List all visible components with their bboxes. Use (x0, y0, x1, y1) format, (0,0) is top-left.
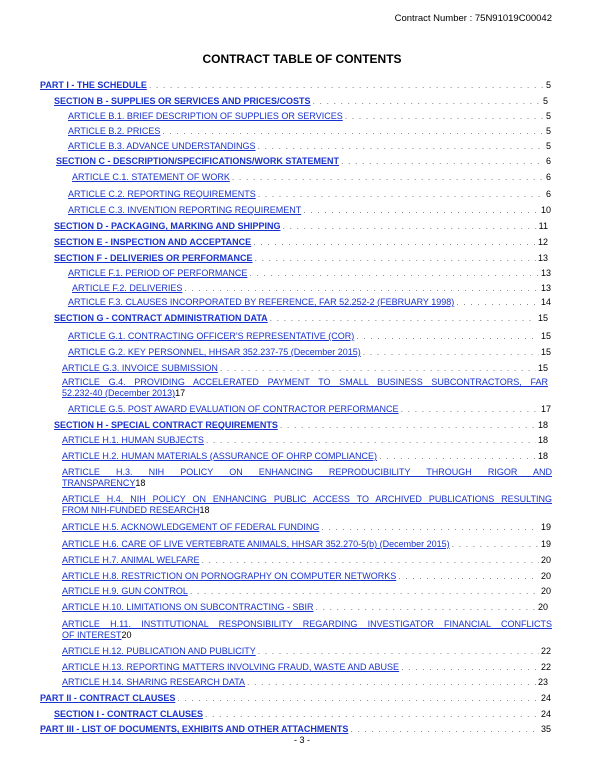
toc-entry-article-h4[interactable] (0, 494, 604, 516)
toc-page-number: 17 (175, 388, 186, 398)
toc-entry-article-g1[interactable] (0, 331, 604, 342)
toc-link-continuation[interactable]: FROM NIH-FUNDED RESEARCH (62, 505, 200, 515)
toc-page-number: 15 (540, 331, 551, 341)
toc-page-number: 13 (537, 253, 548, 263)
toc-entry-article-h14[interactable] (0, 677, 604, 688)
toc-page-number: 5 (542, 96, 548, 106)
toc-link[interactable]: ARTICLE C.2. REPORTING REQUIREMENTS (68, 189, 256, 199)
toc-page-number: 20 (540, 555, 551, 565)
toc-page-number: 15 (540, 347, 551, 357)
toc-page-number: 12 (537, 237, 548, 247)
toc-link[interactable]: ARTICLE H.12. PUBLICATION AND PUBLICITY (62, 646, 256, 656)
toc-page-number: 19 (540, 522, 551, 532)
toc-entry-article-h5[interactable] (0, 522, 604, 533)
toc-link[interactable]: ARTICLE F.3. CLAUSES INCORPORATED BY REFERENCE, FAR 52.252-2 (FEBRUARY 1998) (68, 297, 455, 307)
toc-entry-section-f[interactable] (0, 253, 604, 264)
toc-page-number: 6 (545, 156, 551, 166)
toc-entry-article-h7[interactable] (0, 555, 604, 566)
toc-link[interactable]: ARTICLE B.1. BRIEF DESCRIPTION OF SUPPLIES OR SERVICES (68, 111, 343, 121)
toc-entry-article-h6[interactable] (0, 539, 604, 550)
toc-link[interactable]: ARTICLE H.9. GUN CONTROL (62, 586, 188, 596)
toc-page-number: 20 (537, 602, 548, 612)
toc-link-continuation[interactable]: TRANSPARENCY (62, 478, 136, 488)
toc-link[interactable]: ARTICLE H.13. REPORTING MATTERS INVOLVING FRAUD, WASTE AND ABUSE (62, 662, 400, 672)
toc-page-number: 11 (538, 221, 548, 231)
toc-entry-section-c[interactable] (0, 156, 604, 167)
toc-entry-article-h10[interactable] (0, 602, 604, 613)
toc-page-number: 18 (135, 478, 146, 488)
toc-link[interactable]: ARTICLE F.2. DELIVERIES (72, 283, 183, 293)
toc-link[interactable]: ARTICLE G.4. PROVIDING ACCELERATED PAYMENT TO SMALL BUSINESS SUBCONTRACTORS, FAR (62, 377, 548, 387)
toc-link[interactable]: SECTION I - CONTRACT CLAUSES (54, 709, 204, 719)
toc-entry-section-e[interactable] (0, 237, 604, 248)
toc-entry-part-i[interactable] (0, 80, 604, 91)
toc-page-number: 13 (540, 283, 551, 293)
toc-entry-article-c3[interactable] (0, 205, 604, 216)
toc-link[interactable]: ARTICLE H.11. INSTITUTIONAL RESPONSIBILITY REGARDING INVESTIGATOR FINANCIAL CONFLICTS (62, 619, 552, 629)
toc-entry-article-h1[interactable] (0, 435, 604, 446)
toc-page-number: 18 (537, 435, 548, 445)
toc-link[interactable]: ARTICLE H.3. NIH POLICY ON ENHANCING REPRODUCIBILITY THROUGH RIGOR AND (62, 467, 552, 477)
toc-link[interactable]: ARTICLE G.2. KEY PERSONNEL, HHSAR 352.237-75 (December 2015) (68, 347, 361, 357)
toc-entry-article-h3[interactable] (0, 467, 604, 489)
page-number: - 3 - (293, 735, 310, 745)
toc-entry-article-h9[interactable] (0, 586, 604, 597)
toc-entry-article-f1[interactable] (0, 268, 604, 279)
toc-link[interactable]: ARTICLE H.2. HUMAN MATERIALS (ASSURANCE OF OHRP COMPLIANCE) (62, 451, 378, 461)
toc-link[interactable]: ARTICLE H.10. LIMITATIONS ON SUBCONTRACTING - SBIR (62, 602, 314, 612)
toc-page-number: 6 (545, 172, 551, 182)
toc-link[interactable]: ARTICLE F.1. PERIOD OF PERFORMANCE (68, 268, 248, 278)
contract-number: Contract Number : 75N91019C00042 (394, 13, 552, 24)
toc-link[interactable]: ARTICLE C.3. INVENTION REPORTING REQUIREMENT (68, 205, 302, 215)
toc-link[interactable]: PART I - THE SCHEDULE (40, 80, 147, 90)
toc-page-number: 5 (545, 80, 551, 90)
toc-page-number: 35 (540, 724, 551, 734)
toc-entry-article-h11[interactable] (0, 619, 604, 641)
toc-page-number: 6 (545, 189, 551, 199)
toc-entry-article-f3[interactable] (0, 297, 604, 308)
toc-entry-article-b2[interactable] (0, 126, 604, 137)
toc-page-number: 5 (545, 111, 551, 121)
toc-link[interactable]: SECTION G - CONTRACT ADMINISTRATION DATA (54, 313, 268, 323)
toc-page-number: 13 (540, 268, 551, 278)
toc-page-number: 15 (537, 363, 548, 373)
toc-entry-article-b1[interactable] (0, 111, 604, 122)
toc-entry-section-d[interactable] (0, 221, 604, 232)
toc-link[interactable]: SECTION B - SUPPLIES OR SERVICES AND PRICES/COSTS (54, 96, 311, 106)
toc-link-continuation[interactable]: OF INTEREST (62, 630, 122, 640)
toc-page-number: 5 (545, 126, 551, 136)
toc-entry-article-g4[interactable] (0, 377, 604, 399)
toc-link[interactable]: SECTION F - DELIVERIES OR PERFORMANCE (54, 253, 253, 263)
toc-link[interactable]: ARTICLE B.2. PRICES (68, 126, 161, 136)
toc-entry-article-f2[interactable] (0, 283, 604, 294)
toc-page-number: 18 (537, 451, 548, 461)
toc-entry-part-iii[interactable] (0, 724, 604, 735)
toc-entry-section-g[interactable] (0, 313, 604, 324)
toc-link[interactable]: ARTICLE C.1. STATEMENT OF WORK (72, 172, 230, 182)
toc-page-number: 20 (540, 586, 551, 596)
toc-link[interactable]: ARTICLE H.4. NIH POLICY ON ENHANCING PUBLIC ACCESS TO ARCHIVED PUBLICATIONS RESULTING (62, 494, 552, 504)
toc-entry-article-g5[interactable] (0, 404, 604, 415)
toc-link[interactable]: PART III - LIST OF DOCUMENTS, EXHIBITS AND OTHER ATTACHMENTS (40, 724, 349, 734)
toc-link[interactable]: SECTION C - DESCRIPTION/SPECIFICATIONS/WORK STATEMENT (56, 156, 340, 166)
toc-link[interactable]: ARTICLE H.5. ACKNOWLEDGEMENT OF FEDERAL FUNDING (62, 522, 320, 532)
toc-title: CONTRACT TABLE OF CONTENTS (202, 52, 402, 66)
toc-page-number: 20 (121, 630, 132, 640)
toc-link[interactable]: ARTICLE B.3. ADVANCE UNDERSTANDINGS (68, 141, 256, 151)
toc-link[interactable]: ARTICLE G.5. POST AWARD EVALUATION OF CONTRACTOR PERFORMANCE (68, 404, 399, 414)
toc-page-number: 23 (537, 677, 548, 687)
toc-link-continuation[interactable]: 52.232-40 (December 2013) (62, 388, 176, 398)
toc-entry-article-h12[interactable] (0, 646, 604, 657)
toc-entry-article-c2[interactable] (0, 189, 604, 200)
toc-entry-article-h8[interactable] (0, 571, 604, 582)
toc-link[interactable]: ARTICLE H.14. SHARING RESEARCH DATA (62, 677, 246, 687)
toc-link[interactable]: ARTICLE H.8. RESTRICTION ON PORNOGRAPHY ON COMPUTER NETWORKS (62, 571, 397, 581)
toc-entry-part-ii[interactable] (0, 693, 604, 704)
toc-link[interactable]: PART II - CONTRACT CLAUSES (40, 693, 176, 703)
toc-link[interactable]: ARTICLE H.7. ANIMAL WELFARE (62, 555, 200, 565)
toc-entry-article-b3[interactable] (0, 141, 604, 152)
toc-link[interactable]: ARTICLE H.1. HUMAN SUBJECTS (62, 435, 204, 445)
toc-entry-section-b[interactable] (0, 96, 604, 107)
toc-link[interactable]: SECTION E - INSPECTION AND ACCEPTANCE (54, 237, 252, 247)
toc-link[interactable]: SECTION H - SPECIAL CONTRACT REQUIREMENTS (54, 420, 278, 430)
toc-page-number: 22 (540, 662, 551, 672)
toc-link[interactable]: ARTICLE G.1. CONTRACTING OFFICER'S REPRESENTATIVE (COR) (68, 331, 355, 341)
toc-page-number: 15 (537, 313, 548, 323)
toc-entry-section-h[interactable] (0, 420, 604, 431)
toc-entry-article-g3[interactable] (0, 363, 604, 374)
toc-entry-article-h13[interactable] (0, 662, 604, 673)
toc-link[interactable]: ARTICLE H.6. CARE OF LIVE VERTEBRATE ANIMALS, HHSAR 352.270-5(b) (December 2015) (62, 539, 450, 549)
toc-entry-article-g2[interactable] (0, 347, 604, 358)
toc-page-number: 20 (540, 571, 551, 581)
toc-link[interactable]: SECTION D - PACKAGING, MARKING AND SHIPPING (54, 221, 281, 231)
toc-page-number: 22 (540, 646, 551, 656)
toc-page-number: 18 (537, 420, 548, 430)
toc-page-number: 19 (540, 539, 551, 549)
toc-entry-article-h2[interactable] (0, 451, 604, 462)
toc-page-number: 10 (540, 205, 551, 215)
toc-page-number: 24 (540, 693, 551, 703)
toc-entry-section-i[interactable] (0, 709, 604, 720)
toc-page-number: 24 (540, 709, 551, 719)
toc-page-number: 17 (540, 404, 551, 414)
toc-link[interactable]: ARTICLE G.3. INVOICE SUBMISSION (62, 363, 218, 373)
toc-entry-article-c1[interactable] (0, 172, 604, 183)
toc-page-number: 18 (199, 505, 210, 515)
toc-page-number: 5 (545, 141, 551, 151)
toc-page-number: 14 (540, 297, 551, 307)
